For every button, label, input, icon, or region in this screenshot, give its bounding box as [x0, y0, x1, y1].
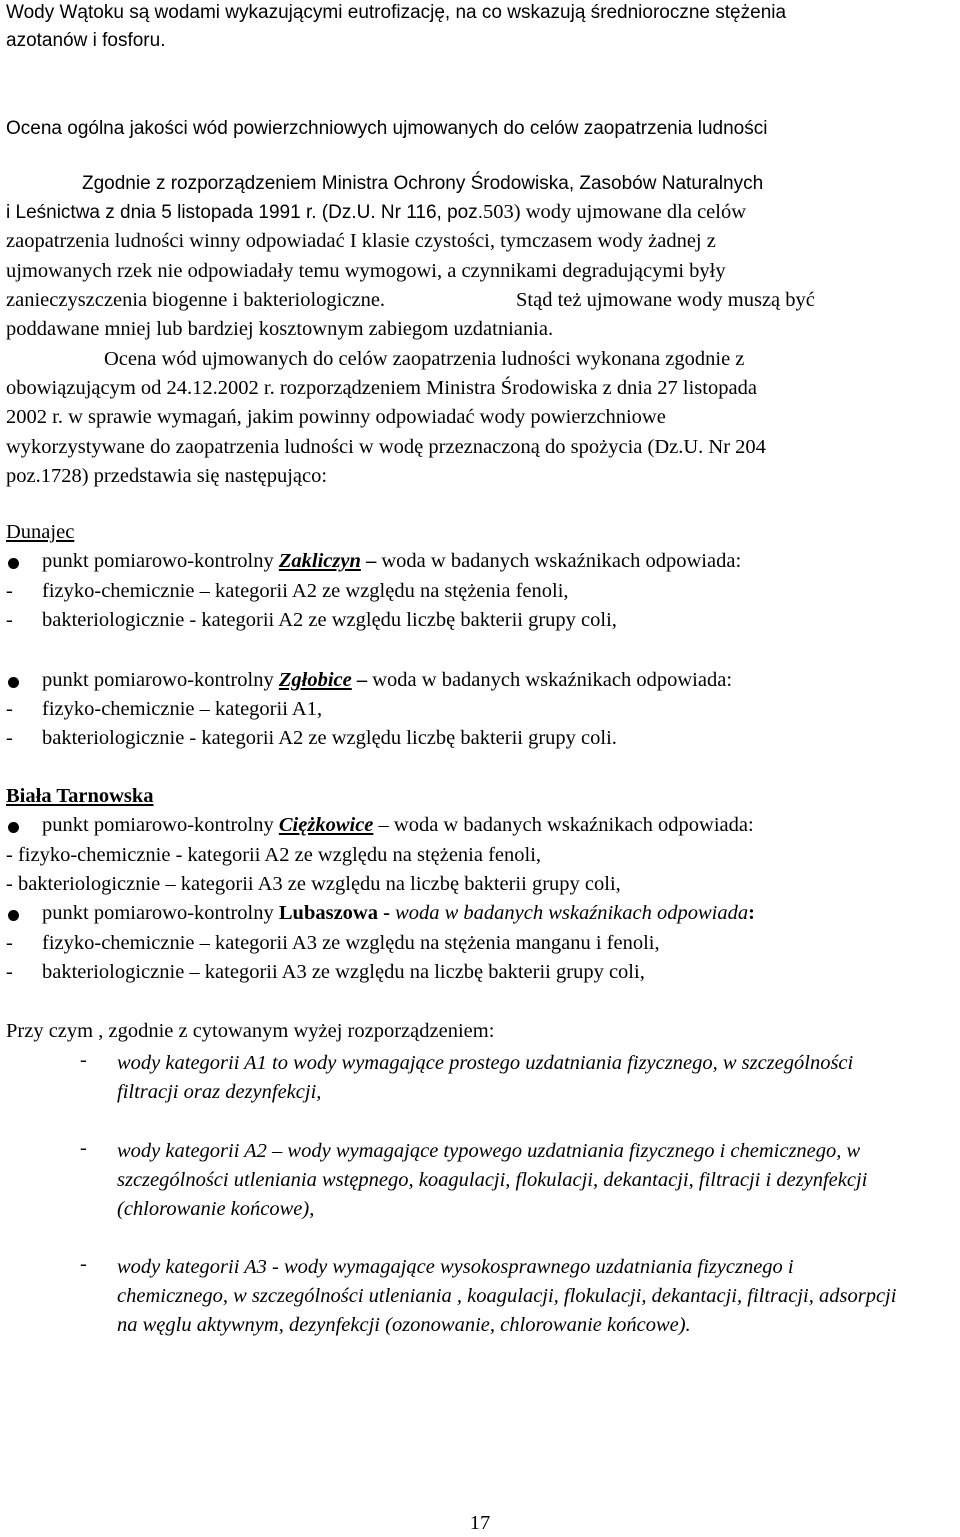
para1-line-2a: i Leśnictwa z dnia 5 listopada 1991 r. (Dz.U. Nr 116, poz. [6, 202, 484, 223]
para1-line-5 [6, 289, 954, 312]
bullet-icon [8, 677, 19, 688]
dunajec-point-2-detail-1: fizyko-chemicznie – kategorii A1, [42, 698, 323, 720]
category-a1: wody kategorii A1 to wody wymagające prostego uzdatniania fizycznego, w szczególności filtracji oraz dezynfekcji, [117, 1052, 854, 1103]
point-colon: : [748, 902, 755, 924]
station-name: Ciężkowice [278, 814, 374, 836]
dunajec-point-1-detail-1: fizyko-chemicznie – kategorii A2 ze względu na stężenia fenoli, [42, 580, 569, 602]
dash-mark: - [6, 961, 13, 983]
para1-line-5b: Stąd też ujmowane wody muszą być [516, 289, 815, 311]
para1-line-2 [6, 201, 954, 224]
dash-mark: - [6, 698, 13, 720]
station-name: Zgłobice [278, 669, 352, 691]
dash-mark: - [80, 1049, 87, 1071]
dunajec-point-1 [42, 550, 741, 573]
dash-mark: - [6, 580, 13, 602]
biala-point-2 [42, 902, 755, 925]
para1-line-6: poddawane mniej lub bardziej kosztownym zabiegom uzdatniania. [6, 318, 554, 340]
dunajec-point-2 [42, 669, 732, 692]
point-prefix: punkt pomiarowo-kontrolny [42, 550, 279, 572]
point-rest: woda w badanych wskaźnikach odpowiada [389, 902, 749, 924]
bullet-icon [8, 822, 19, 833]
point-rest: – woda w badanych wskaźnikach odpowiada: [373, 814, 754, 836]
para1-line-2b: 503) wody ujmowane dla celów [483, 201, 747, 223]
para2-line-4: wykorzystywane do zaopatrzenia ludności w wodę przeznaczoną do spożycia (Dz.U. Nr 204 [6, 436, 766, 458]
biala-point-1-detail-1: - fizyko-chemicznie - kategorii A2 ze względu na stężenia fenoli, [6, 844, 542, 866]
para2-line-1: Ocena wód ujmowanych do celów zaopatrzenia ludności wykonana zgodnie z [104, 348, 745, 370]
point-prefix: punkt pomiarowo-kontrolny [42, 814, 279, 836]
dunajec-point-1-detail-2: bakteriologicznie - kategorii A2 ze względu liczbę bakterii grupy coli, [42, 609, 617, 631]
point-dash: – [360, 550, 377, 572]
intro-line-1: Wody Wątoku są wodami wykazującymi eutrofizację, na co wskazują średnioroczne stężenia [6, 2, 787, 23]
dash-mark: - [80, 1253, 87, 1275]
para1-line-3: zaopatrzenia ludności winny odpowiadać I klasie czystości, tymczasem wody żadnej z [6, 230, 716, 252]
para1-line-1: Zgodnie z rozporządzeniem Ministra Ochrony Środowiska, Zasobów Naturalnych [82, 173, 764, 194]
point-prefix: punkt pomiarowo-kontrolny [42, 902, 279, 924]
dash-mark: - [80, 1137, 87, 1159]
intro-line-2: azotanów i fosforu. [6, 30, 166, 51]
category-a3: wody kategorii A3 - wody wymagające wysokosprawnego uzdatniania fizycznego i chemicznego, w szczególności utleniania , koagulacji, flokulacji, dekantacji, filtracji, adsorpcji na węglu aktywnym, dezynfekcji (ozonowanie, chlorowanie końcowe). [117, 1256, 897, 1336]
station-name: Zakliczyn [278, 550, 361, 572]
bullet-icon [8, 910, 19, 921]
para2-line-2: obowiązującym od 24.12.2002 r. rozporządzeniem Ministra Środowiska z dnia 27 listopada [6, 377, 757, 399]
dunajec-point-2-detail-2: bakteriologicznie - kategorii A2 ze względu liczbę bakterii grupy coli. [42, 727, 617, 749]
point-dash: – [351, 669, 368, 691]
category-a2: wody kategorii A2 – wody wymagające typowego uzdatniania fizycznego i chemicznego, w szczególności utleniania wstępnego, koagulacji, flokulacji, dekantacji, filtracji i dezynfekcji (chlorowanie końcowe), [117, 1140, 868, 1220]
para2-line-5: poz.1728) przedstawia się następująco: [6, 465, 328, 487]
para2-line-3: 2002 r. w sprawie wymagań, jakim powinny odpowiadać wody powierzchniowe [6, 406, 666, 428]
para1-line-5a: zanieczyszczenia biogenne i bakteriologiczne. [6, 289, 386, 311]
dash-mark: - [6, 932, 13, 954]
biala-point-1-detail-2: - bakteriologicznie – kategorii A3 ze względu na liczbę bakterii grupy coli, [6, 873, 621, 895]
dash-mark: - [6, 727, 13, 749]
section-heading: Ocena ogólna jakości wód powierzchniowych ujmowanych do celów zaopatrzenia ludności [6, 118, 768, 139]
station-name: Lubaszowa - [278, 902, 390, 924]
bullet-icon [8, 558, 19, 569]
dash-mark: - [6, 609, 13, 631]
para1-line-4: ujmowanych rzek nie odpowiadały temu wymogowi, a czynnikami degradującymi były [6, 260, 726, 282]
point-rest: woda w badanych wskaźnikach odpowiada: [376, 550, 742, 572]
biala-point-2-detail-2: bakteriologicznie – kategorii A3 ze względu na liczbę bakterii grupy coli, [42, 961, 645, 983]
biala-point-2-detail-1: fizyko-chemicznie – kategorii A3 ze względu na stężenia manganu i fenoli, [42, 932, 660, 954]
biala-heading: Biała Tarnowska [6, 785, 154, 807]
page-number: 17 [469, 1512, 491, 1534]
point-prefix: punkt pomiarowo-kontrolny [42, 669, 279, 691]
point-rest: woda w badanych wskaźnikach odpowiada: [367, 669, 733, 691]
dunajec-heading: Dunajec [6, 521, 75, 543]
biala-point-1 [42, 814, 754, 837]
categories-intro: Przy czym , zgodnie z cytowanym wyżej rozporządzeniem: [6, 1020, 495, 1042]
